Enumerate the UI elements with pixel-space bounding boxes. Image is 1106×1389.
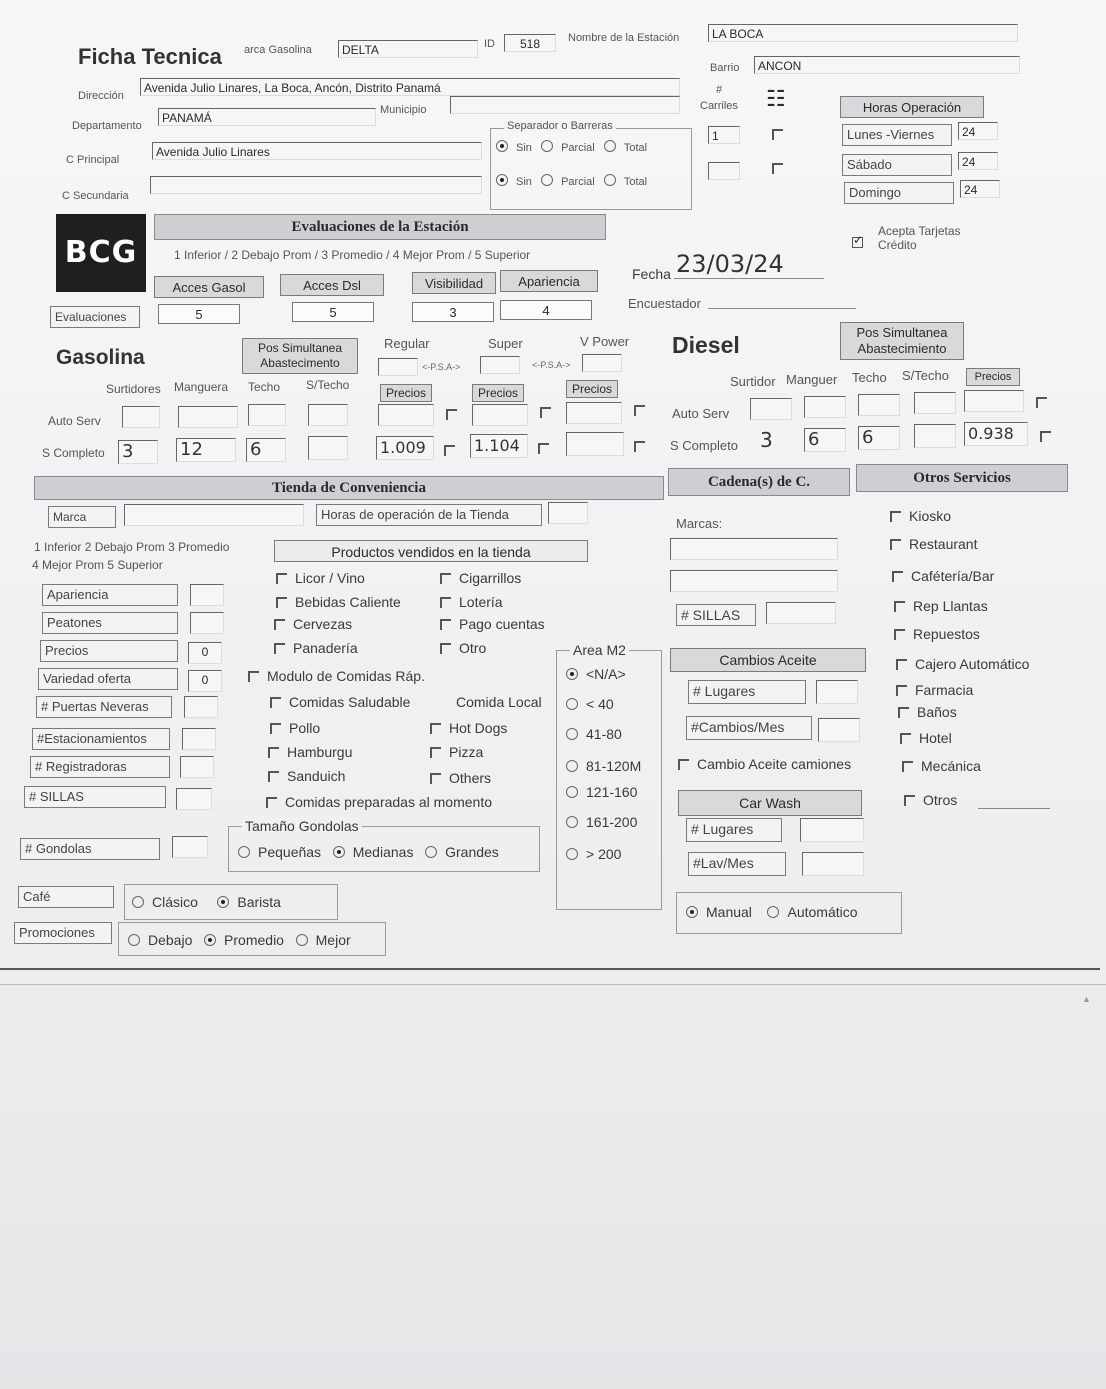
- eval-acces-dsl-value[interactable]: 5: [292, 302, 374, 322]
- cadena-marca-1[interactable]: [670, 538, 838, 560]
- dsl-s-completo-label: S Completo: [670, 438, 738, 453]
- wash-options: [686, 904, 858, 920]
- precios-vpower-button[interactable]: Precios: [566, 380, 618, 398]
- gondolas-label: # Gondolas: [20, 838, 160, 860]
- food-sanduich[interactable]: Sanduich: [268, 768, 345, 784]
- metric-estacionamientos-label: #Estacionamientos: [32, 728, 170, 750]
- cadena-sillas-input[interactable]: [766, 602, 836, 624]
- bcg-logo: BCG: [56, 214, 146, 292]
- gas-as-surtidores[interactable]: [122, 406, 160, 428]
- gas-as-stecho[interactable]: [308, 404, 348, 426]
- metric-puertas-label: # Puertas Neveras: [36, 696, 172, 718]
- evaluaciones-label: Evaluaciones: [50, 306, 140, 328]
- precios-regular-button[interactable]: Precios: [380, 384, 432, 402]
- gas-sc-stecho[interactable]: [308, 436, 348, 460]
- otros-cajero[interactable]: Cajero Automático: [896, 656, 1029, 672]
- carriles-input-1[interactable]: 1: [708, 126, 740, 144]
- promo-debajo-radio[interactable]: [128, 934, 140, 946]
- car-wash-button[interactable]: Car Wash: [678, 790, 862, 816]
- tarjetas-label: Acepta Tarjetas Crédito: [878, 224, 961, 252]
- principal-label: C Principal: [66, 154, 120, 166]
- vpower-psa-input[interactable]: [582, 354, 622, 372]
- metric-peatones-label: Peatones: [42, 612, 178, 634]
- metric-precios-label: Precios: [40, 640, 178, 662]
- dsl-sc-surtidor[interactable]: 3: [760, 428, 773, 452]
- gasolina-pos-button[interactable]: Pos Simultanea Abastecimento: [242, 338, 358, 374]
- metric-variedad-label: Variedad oferta: [38, 668, 178, 690]
- dsl-col-surtidor: Surtidor: [730, 374, 776, 389]
- gas-as-regular-price[interactable]: [378, 404, 434, 426]
- tamano-title: Tamaño Gondolas: [242, 818, 362, 834]
- tienda-scale-2: 4 Mejor Prom 5 Superior: [32, 558, 163, 572]
- gas-as-regular-check[interactable]: [446, 406, 465, 424]
- departamento-label: Departamento: [72, 120, 142, 132]
- secundaria-input[interactable]: [150, 176, 482, 194]
- dsl-sc-stecho[interactable]: [914, 424, 956, 448]
- dsl-as-techo[interactable]: [858, 394, 900, 416]
- dsl-as-price[interactable]: [964, 390, 1024, 412]
- cadena-title: Cadena(s) de C.: [668, 468, 850, 496]
- municipio-label: Municipio: [380, 104, 427, 116]
- diesel-title: Diesel: [672, 332, 740, 358]
- metric-apariencia-input[interactable]: [190, 584, 224, 606]
- super-psa-input[interactable]: [480, 356, 520, 374]
- sep1-total-radio[interactable]: [604, 140, 616, 152]
- tamano-options: [238, 844, 499, 860]
- aceite-lugares-label: # Lugares: [688, 680, 806, 704]
- cadena-marcas-label: Marcas:: [676, 516, 723, 531]
- page-bottom-line: [0, 968, 1100, 970]
- horas-lunes-label: Lunes -Viernes: [842, 124, 952, 146]
- carwash-lugares-label: # Lugares: [686, 818, 782, 842]
- fuel-vpower-label: V Power: [580, 334, 630, 349]
- tienda-horas-input[interactable]: [548, 502, 588, 524]
- gas-sc-super-check[interactable]: [538, 440, 557, 458]
- dsl-sc-techo[interactable]: 6: [858, 426, 900, 450]
- area-121-160[interactable]: 121-160: [566, 784, 637, 800]
- prod-licor[interactable]: Licor / Vino: [276, 570, 365, 586]
- comida-local-label: Comida Local: [456, 694, 542, 710]
- horas-sabado-input[interactable]: 24: [958, 152, 998, 170]
- gas-sc-super-price[interactable]: 1.104: [470, 434, 528, 458]
- promo-mejor-label: Mejor: [315, 932, 351, 948]
- prod-panaderia[interactable]: Panadería: [274, 640, 358, 656]
- metric-variedad-input[interactable]: 0: [188, 670, 222, 692]
- gas-sc-regular-price[interactable]: 1.009: [376, 436, 434, 460]
- dsl-col-stecho: S/Techo: [902, 368, 949, 383]
- dsl-precios-button[interactable]: Precios: [966, 368, 1020, 386]
- metric-sillas-input[interactable]: [176, 788, 212, 810]
- barrio-label: Barrio: [710, 62, 740, 74]
- sep2-sin-radio[interactable]: [496, 174, 508, 186]
- acces-gasol-button[interactable]: Acces Gasol: [154, 276, 264, 298]
- gas-sc-techo[interactable]: 6: [246, 438, 286, 462]
- encuestador-label: Encuestador: [628, 296, 701, 311]
- gas-as-super-price[interactable]: [472, 404, 528, 426]
- station-input[interactable]: LA BOCA: [708, 24, 1018, 42]
- sep1-sin-radio[interactable]: [496, 140, 508, 152]
- principal-input[interactable]: Avenida Julio Linares: [152, 142, 482, 160]
- gondolas-input[interactable]: [172, 836, 208, 858]
- gasolina-title: Gasolina: [56, 346, 145, 369]
- horas-sabado-label: Sábado: [842, 154, 952, 176]
- gas-sc-regular-check[interactable]: [444, 442, 463, 460]
- horas-domingo-input[interactable]: 24: [960, 180, 1000, 198]
- encuestador-line[interactable]: [708, 308, 856, 309]
- tienda-scale-1: 1 Inferior 2 Debajo Prom 3 Promedio: [34, 540, 230, 554]
- aceite-cambios-mes-label: #Cambios/Mes: [686, 716, 812, 740]
- carriles-hash: #: [716, 84, 723, 96]
- precios-super-button[interactable]: Precios: [472, 384, 524, 402]
- cambio-camiones-checkbox[interactable]: Cambio Aceite camiones: [678, 756, 851, 772]
- cafe-barista-radio[interactable]: [217, 896, 229, 908]
- scroll-up-icon[interactable]: ▲: [1082, 994, 1091, 1004]
- sep2-total-label: Total: [623, 176, 648, 188]
- prod-loteria[interactable]: Lotería: [440, 594, 503, 610]
- area-title: Area M2: [570, 642, 629, 658]
- cafe-clasico-label: Clásico: [152, 894, 198, 910]
- departamento-input[interactable]: PANAMÁ: [158, 108, 376, 126]
- tamano-medianas-radio[interactable]: [333, 846, 345, 858]
- promo-debajo-label: Debajo: [148, 932, 193, 948]
- metric-peatones-input[interactable]: [190, 612, 224, 634]
- otros-title: Otros Servicios: [856, 464, 1068, 492]
- productos-button[interactable]: Productos vendidos en la tienda: [274, 540, 588, 562]
- metric-estacionamientos-input[interactable]: [182, 728, 216, 750]
- gas-sc-vpower-price[interactable]: [566, 432, 624, 456]
- gas-col-manguera: Manguera: [174, 380, 229, 394]
- horas-domingo-label: Domingo: [844, 182, 954, 204]
- traffic-light-icon: ☷: [766, 86, 786, 111]
- otros-hotel[interactable]: Hotel: [900, 730, 952, 746]
- prod-pago-cuentas[interactable]: Pago cuentas: [440, 616, 545, 632]
- carwash-lugares-input[interactable]: [800, 818, 864, 842]
- tienda-marca-input[interactable]: [124, 504, 304, 526]
- apariencia-button[interactable]: Apariencia: [500, 270, 598, 292]
- carwash-lav-mes-label: #Lav/Mes: [688, 852, 786, 876]
- sep2-sin-label: Sin: [516, 176, 532, 188]
- sep1-sin-label: Sin: [516, 142, 532, 154]
- otros-rep-llantas[interactable]: Rep Llantas: [894, 598, 988, 614]
- secundaria-label: C Secundaria: [62, 190, 129, 202]
- tamano-grandes-label: Grandes: [445, 844, 499, 860]
- direccion-label: Dirección: [78, 90, 124, 102]
- promociones-options: [128, 932, 351, 948]
- comidas-preparadas-checkbox[interactable]: Comidas preparadas al momento: [266, 794, 492, 810]
- otros-restaurant[interactable]: Restaurant: [890, 536, 977, 552]
- carriles-label: Carriles: [700, 100, 738, 112]
- marca-label: arca Gasolina: [244, 44, 312, 56]
- gas-as-techo[interactable]: [248, 404, 286, 426]
- eval-visibilidad-value[interactable]: 3: [412, 302, 494, 322]
- gas-col-surtidores: Surtidores: [106, 382, 161, 396]
- gas-sc-surtidores[interactable]: 3: [118, 440, 158, 464]
- otros-mecanica[interactable]: Mecánica: [902, 758, 981, 774]
- carriles-check-1[interactable]: [772, 126, 791, 144]
- cadena-sillas-label: # SILLAS: [676, 604, 756, 626]
- promo-promedio-label: Promedio: [224, 932, 284, 948]
- otros-banos[interactable]: Baños: [898, 704, 957, 720]
- gas-sc-vpower-check[interactable]: [634, 438, 653, 456]
- otros-repuestos[interactable]: Repuestos: [894, 626, 980, 642]
- metric-registradoras-input[interactable]: [180, 756, 214, 778]
- area-40[interactable]: < 40: [566, 696, 614, 712]
- diesel-pos-button[interactable]: Pos Simultanea Abastecimiento: [840, 322, 964, 360]
- prod-cervezas[interactable]: Cervezas: [274, 616, 352, 632]
- otros-cafeteria[interactable]: Cafétería/Bar: [892, 568, 994, 584]
- area-81-120[interactable]: 81-120M: [566, 758, 641, 774]
- page-title: Ficha Tecnica: [78, 44, 222, 69]
- dsl-sc-price[interactable]: 0.938: [964, 422, 1028, 446]
- sep1-parcial-label: Parcial: [561, 142, 595, 154]
- cafe-clasico-radio[interactable]: [132, 896, 144, 908]
- tamano-medianas-label: Medianas: [352, 844, 414, 860]
- horas-operacion-button[interactable]: Horas Operación: [840, 96, 984, 118]
- gas-as-vpower-price[interactable]: [566, 402, 622, 424]
- wash-manual-radio[interactable]: [686, 906, 698, 918]
- tamano-pequenas-radio[interactable]: [238, 846, 250, 858]
- dsl-as-surtidor[interactable]: [750, 398, 792, 420]
- tienda-title: Tienda de Conveniencia: [34, 476, 664, 500]
- wash-automatico-radio[interactable]: [767, 906, 779, 918]
- aceite-lugares-input[interactable]: [816, 680, 858, 704]
- fuel-super-label: Super: [488, 336, 523, 351]
- id-input[interactable]: 518: [504, 34, 556, 52]
- evaluaciones-scale: 1 Inferior / 2 Debajo Prom / 3 Promedio / 4 Mejor Prom / 5 Superior: [174, 248, 531, 262]
- prod-cigarrillos[interactable]: Cigarrillos: [440, 570, 521, 586]
- carriles-check-2[interactable]: [772, 160, 791, 178]
- acces-dsl-button[interactable]: Acces Dsl: [280, 274, 384, 296]
- scroll-divider: [0, 984, 1106, 985]
- fecha-underline: [674, 278, 824, 279]
- psa-label-1: <-P.S.A->: [422, 362, 461, 372]
- separador-title: Separador o Barreras: [504, 120, 616, 132]
- cafe-barista-label: Barista: [237, 894, 281, 910]
- gas-col-techo: Techo: [248, 380, 281, 394]
- carriles-input-2[interactable]: [708, 162, 740, 180]
- gas-col-stecho: S/Techo: [306, 378, 350, 392]
- evaluaciones-title: Evaluaciones de la Estación: [154, 214, 606, 240]
- separador-row1: [496, 140, 647, 154]
- dsl-as-check[interactable]: [1036, 394, 1055, 412]
- cafe-label: Café: [18, 886, 114, 908]
- food-hot-dogs[interactable]: Hot Dogs: [430, 720, 507, 736]
- area-200[interactable]: > 200: [566, 846, 621, 862]
- food-pizza[interactable]: Pizza: [430, 744, 483, 760]
- metric-puertas-input[interactable]: [184, 696, 218, 718]
- gas-as-vpower-check[interactable]: [634, 402, 653, 420]
- gas-as-super-check[interactable]: [540, 404, 559, 422]
- sep1-total-label: Total: [623, 142, 648, 154]
- barrio-input[interactable]: ANCON: [754, 56, 1020, 74]
- food-hamburgu[interactable]: Hamburgu: [268, 744, 352, 760]
- horas-lunes-input[interactable]: 24: [958, 122, 998, 140]
- sep1-parcial-radio[interactable]: [541, 140, 553, 152]
- tienda-horas-label: Horas de operación de la Tienda: [316, 504, 542, 526]
- otros-otros-line[interactable]: [978, 808, 1050, 809]
- fecha-label: Fecha: [632, 266, 671, 282]
- metric-registradoras-label: # Registradoras: [30, 756, 170, 778]
- tamano-grandes-radio[interactable]: [425, 846, 437, 858]
- dsl-col-techo: Techo: [852, 370, 887, 385]
- modulo-comidas-checkbox[interactable]: Modulo de Comidas Ráp.: [248, 668, 425, 684]
- tamano-pequenas-label: Pequeñas: [258, 844, 322, 860]
- visibilidad-button[interactable]: Visibilidad: [412, 272, 496, 294]
- gas-s-completo-label: S Completo: [42, 446, 105, 460]
- id-label: ID: [484, 38, 495, 50]
- sep2-total-radio[interactable]: [604, 174, 616, 186]
- dsl-auto-serv-label: Auto Serv: [672, 406, 730, 421]
- food-pollo[interactable]: Pollo: [270, 720, 320, 736]
- marca-input[interactable]: DELTA: [338, 40, 478, 58]
- sep2-parcial-label: Parcial: [561, 176, 595, 188]
- dsl-as-stecho[interactable]: [914, 392, 956, 414]
- prod-bebidas[interactable]: Bebidas Caliente: [276, 594, 401, 610]
- comidas-saludable-checkbox[interactable]: Comidas Saludable: [270, 694, 410, 710]
- dsl-sc-manguer[interactable]: 6: [804, 428, 846, 452]
- tienda-marca-label: Marca: [48, 506, 116, 528]
- otros-farmacia[interactable]: Farmacia: [896, 682, 973, 698]
- fecha-value[interactable]: 23/03/24: [676, 250, 784, 278]
- fuel-regular-label: Regular: [384, 336, 430, 351]
- promociones-label: Promociones: [14, 922, 112, 944]
- wash-manual-label: Manual: [706, 904, 752, 920]
- area-161-200[interactable]: 161-200: [566, 814, 637, 830]
- separador-row2: [496, 174, 647, 188]
- cambios-aceite-button[interactable]: Cambios Aceite: [670, 648, 866, 672]
- otros-kiosko[interactable]: Kiosko: [890, 508, 951, 524]
- metric-sillas-label: # SILLAS: [24, 786, 166, 808]
- area-group: [556, 650, 662, 910]
- eval-apariencia-value[interactable]: 4: [500, 300, 592, 320]
- municipio-input[interactable]: [450, 96, 680, 114]
- tarjetas-checkbox[interactable]: [852, 234, 871, 252]
- psa-label-2: <-P.S.A->: [532, 360, 571, 370]
- food-others[interactable]: Others: [430, 770, 491, 786]
- metric-precios-input[interactable]: 0: [188, 642, 222, 664]
- wash-automatico-label: Automático: [787, 904, 858, 920]
- carwash-lav-mes-input[interactable]: [802, 852, 864, 876]
- eval-acces-gasol-value[interactable]: 5: [158, 304, 240, 324]
- cafe-options: [132, 894, 281, 910]
- aceite-cambios-mes-input[interactable]: [818, 718, 860, 742]
- metric-apariencia-label: Apariencia: [42, 584, 178, 606]
- station-label: Nombre de la Estación: [568, 32, 680, 44]
- promo-promedio-radio[interactable]: [204, 934, 216, 946]
- gas-auto-serv-label: Auto Serv: [48, 414, 101, 428]
- regular-psa-input[interactable]: [378, 358, 418, 376]
- prod-otro[interactable]: Otro: [440, 640, 486, 656]
- gas-sc-manguera[interactable]: 12: [176, 438, 236, 462]
- direccion-input[interactable]: Avenida Julio Linares, La Boca, Ancón, Distrito Panamá: [140, 78, 680, 96]
- cadena-marca-2[interactable]: [670, 570, 838, 592]
- gas-as-manguera[interactable]: [178, 406, 238, 428]
- dsl-col-manguer: Manguer: [786, 372, 838, 387]
- promo-mejor-radio[interactable]: [296, 934, 308, 946]
- sep2-parcial-radio[interactable]: [541, 174, 553, 186]
- area-na[interactable]: <N/A>: [566, 666, 626, 682]
- dsl-sc-check[interactable]: [1040, 428, 1059, 446]
- otros-otros[interactable]: Otros: [904, 792, 957, 808]
- dsl-as-manguer[interactable]: [804, 396, 846, 418]
- area-41-80[interactable]: 41-80: [566, 726, 622, 742]
